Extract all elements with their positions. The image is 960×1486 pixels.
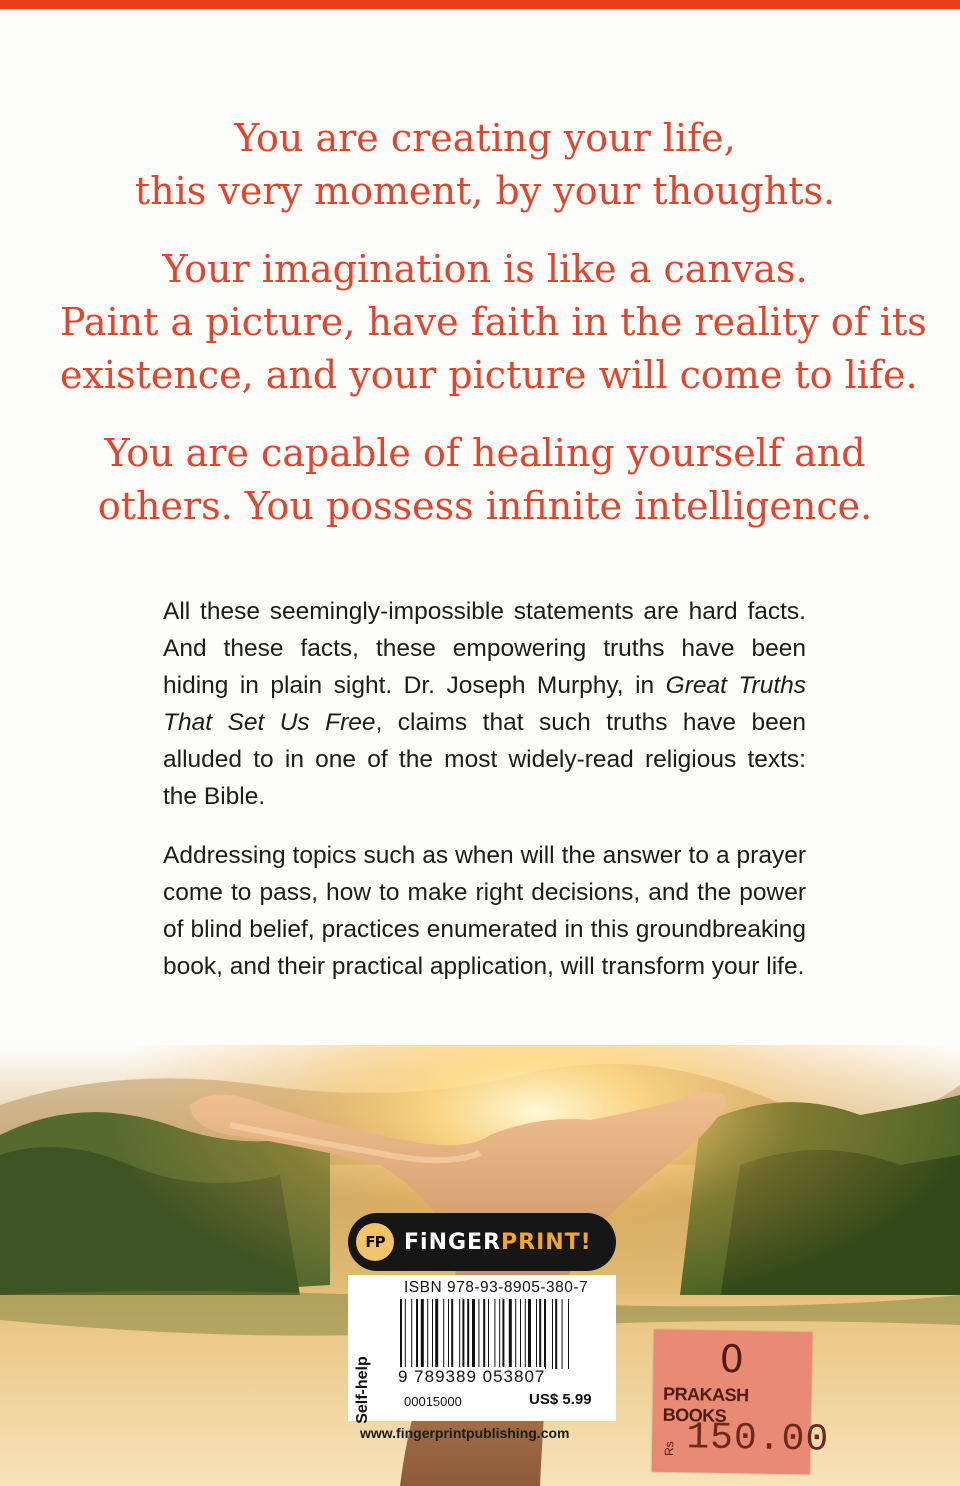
quote-line: You are capable of healing yourself and: [104, 431, 866, 475]
barcode-stripe: [499, 1299, 500, 1369]
publisher-name: [404, 1230, 592, 1255]
barcode-stripe: [562, 1299, 563, 1369]
quote-line: existence, and your picture will come to life.: [60, 353, 918, 397]
book-title: Great Truths That Set Us Free: [163, 672, 807, 736]
barcode-stripe: [432, 1299, 433, 1369]
quote-block: [60, 112, 927, 558]
price-sticker: [652, 1330, 830, 1475]
barcode-stripe: [502, 1299, 504, 1369]
barcode-stripe: [478, 1299, 479, 1369]
quote-line: others. You possess infinite intelligence.: [97, 484, 873, 528]
cover-price: US$ 5.99: [529, 1391, 592, 1408]
barcode-stripe: [528, 1299, 531, 1369]
description-paragraph-2: [163, 837, 806, 985]
sticker-handwritten-mark: 0: [719, 1336, 745, 1382]
sticker-currency: Rs: [662, 1441, 677, 1457]
barcode-stripe: [544, 1299, 546, 1369]
barcode-stripe: [539, 1299, 541, 1369]
publisher-name-part1: FiNGER: [404, 1229, 502, 1255]
quote-line: You are creating your life,: [234, 116, 736, 160]
barcode-small-code: 00015000: [404, 1394, 462, 1409]
barcode-stripe: [515, 1299, 516, 1369]
barcode-stripe: [494, 1299, 495, 1369]
barcode-stripe: [416, 1299, 418, 1369]
publisher-name-part2: PRINT!: [501, 1229, 592, 1255]
barcode-stripe: [400, 1299, 402, 1369]
fingerprint-logo-icon: FP: [356, 1223, 394, 1261]
barcode-stripe: [555, 1299, 557, 1369]
barcode-stripe: [520, 1299, 521, 1369]
description-paragraph-1: [163, 593, 806, 815]
barcode-box: [348, 1275, 616, 1424]
barcode-stripe: [488, 1299, 489, 1369]
description-text: All these seemingly-impossible statements are hard facts. And these facts, these empowering truths have been hiding in plain sight. Dr. Joseph Murphy, in: [163, 598, 806, 699]
description-text: , claims that such truths have been alluded to in one of the most widely-read religious texts: the Bible.: [163, 709, 806, 810]
barcode-stripe: [427, 1299, 428, 1369]
barcode-stripe: [451, 1299, 453, 1369]
publisher-logo: [348, 1213, 616, 1271]
sticker-shop-name: PRAKASH BOOKS: [662, 1383, 749, 1426]
barcode-stripe: [483, 1299, 485, 1369]
barcode-stripe: [435, 1299, 438, 1369]
barcode-stripe: [509, 1299, 512, 1369]
quote-line: this very moment, by your thoughts.: [134, 169, 836, 213]
barcode-stripe: [443, 1299, 444, 1369]
publisher-barcode-label: [348, 1213, 616, 1453]
quote-line: Your imagination is like a canvas.: [162, 247, 808, 291]
barcode-stripe: [552, 1299, 553, 1369]
barcode-stripe: [459, 1299, 460, 1369]
barcode-stripe: [411, 1299, 412, 1369]
barcode-stripe: [448, 1299, 449, 1369]
top-accent-bar: [0, 0, 960, 9]
category-label: Self-help: [354, 1356, 371, 1424]
quote-1: [60, 112, 910, 218]
barcode-stripe: [472, 1299, 475, 1369]
quote-line: Paint a picture, have faith in the reality of its: [60, 300, 927, 344]
quote-3: [60, 427, 910, 533]
isbn-text: ISBN 978-93-8905-380-7: [404, 1279, 589, 1296]
publisher-website: www.fingerprintpublishing.com: [360, 1425, 570, 1441]
quote-2: [60, 243, 927, 402]
sticker-price: 150.00: [685, 1416, 830, 1462]
barcode-stripe: [525, 1299, 526, 1369]
barcode-stripe: [467, 1299, 469, 1369]
barcode-image: [398, 1299, 610, 1371]
description-text: Addressing topics such as when will the answer to a prayer come to pass, how to make right decisions, and the power of blind belief, practices enumerated in this groundbreaking book, and their practical application, will transform your life.: [163, 842, 806, 980]
barcode-stripe: [462, 1299, 464, 1369]
barcode-stripe: [421, 1299, 424, 1369]
barcode-stripe: [536, 1299, 537, 1369]
barcode-stripe: [405, 1299, 406, 1369]
barcode-digits: 9 789389 053807: [398, 1367, 546, 1386]
barcode-stripe: [568, 1299, 569, 1369]
